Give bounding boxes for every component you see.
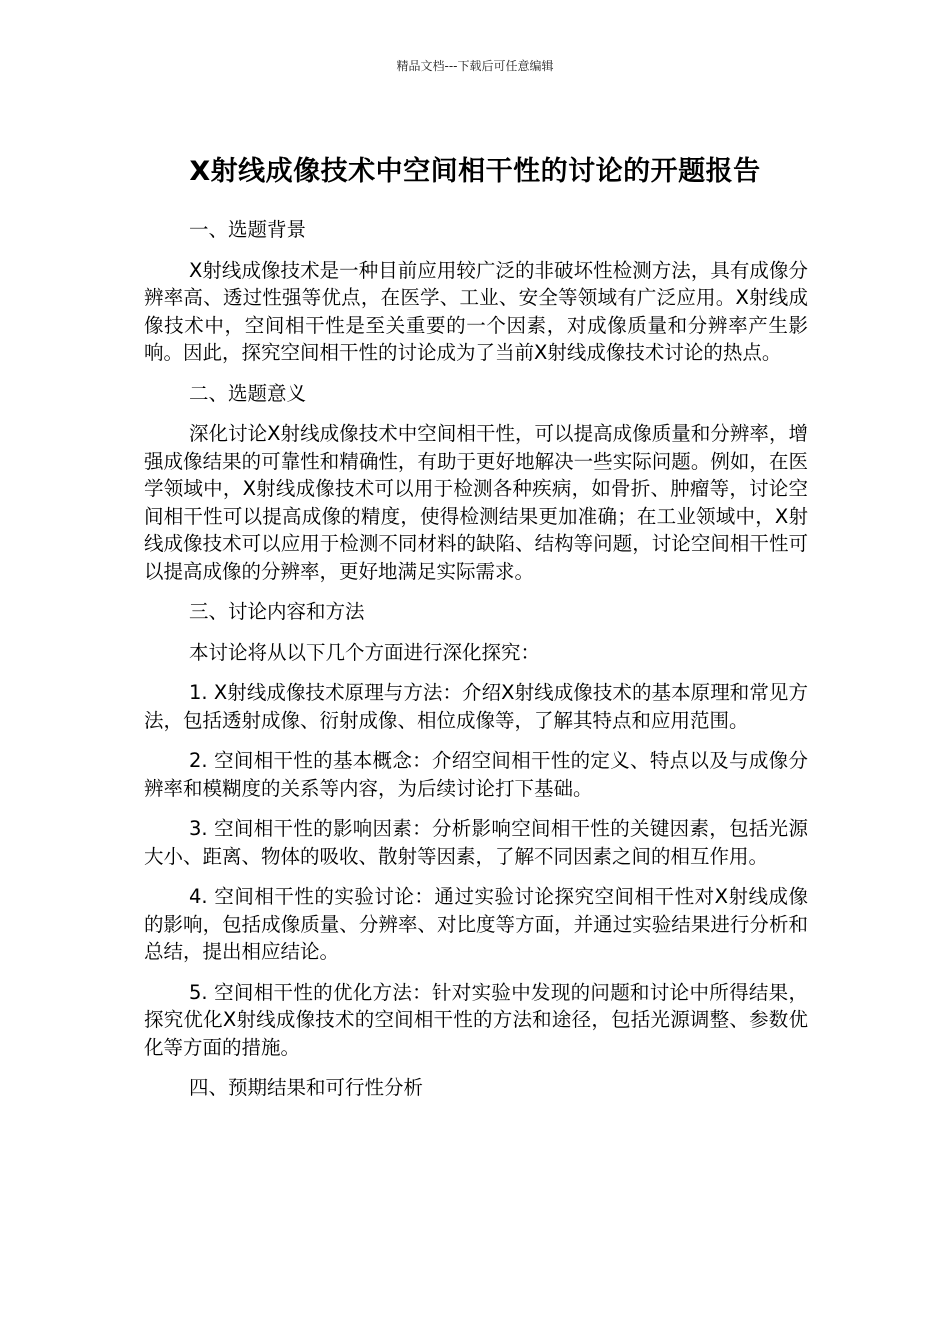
document-title: X射线成像技术中空间相干性的讨论的开题报告 [189,156,761,188]
page-header: 精品文档---下载后可任意编辑 [396,59,554,73]
section-heading-content: 三、讨论内容和方法 [189,600,365,623]
document-body [144,216,808,1115]
section-heading-significance: 二、选题意义 [189,381,307,405]
list-item-1: 1. X射线成像技术原理与方法：介绍X射线成像技术的基本原理和常见方法，包括透射成像、衍射成像、相位成像等，了解其特点和应用范围。 [144,681,808,732]
list-item-2: 2. 空间相干性的基本概念：介绍空间相干性的定义、特点以及与成像分辨率和模糊度的关系等内容，为后续讨论打下基础。 [144,749,808,800]
section-heading-background: 一、选题背景 [189,218,307,241]
paragraph-background: X射线成像技术是一种目前应用较广泛的非破坏性检测方法，具有成像分辨率高、透过性强等优点，在医学、工业、安全等领域有广泛应用。X射线成像技术中，空间相干性是至关重要的一个因素，对成像质量和分辨率产生影响。因此，探究空间相干性的讨论成为了当前X射线成像技术讨论的热点。 [144,258,808,364]
paragraph-content-intro: 本讨论将从以下几个方面进行深化探究： [189,640,541,664]
list-item-3: 3. 空间相干性的影响因素：分析影响空间相干性的关键因素，包括光源大小、距离、物体的吸收、散射等因素，了解不同因素之间的相互作用。 [144,817,808,868]
list-item-5: 5. 空间相干性的优化方法：针对实验中发现的问题和讨论中所得结果，探究优化X射线成像技术的空间相干性的方法和途径，包括光源调整、参数优化等方面的措施。 [144,980,808,1059]
list-item-4: 4. 空间相干性的实验讨论：通过实验讨论探究空间相干性对X射线成像的影响，包括成像质量、分辨率、对比度等方面，并通过实验结果进行分析和总结，提出相应结论。 [144,885,808,963]
paragraph-significance: 深化讨论X射线成像技术中空间相干性，可以提高成像质量和分辨率，增强成像结果的可靠性和精确性，有助于更好地解决一些实际问题。例如，在医学领域中，X射线成像技术可以用于检测各种疾病，如骨折、肿瘤等，讨论空间相干性可以提高成像的精度，使得检测结果更加准确；在工业领域中，X射线成像技术可以应用于检测不同材料的缺陷、结构等问题，讨论空间相干性可以提高成像的分辨率，更好地满足实际需求。 [144,422,808,583]
section-heading-results: 四、预期结果和可行性分析 [189,1076,424,1099]
